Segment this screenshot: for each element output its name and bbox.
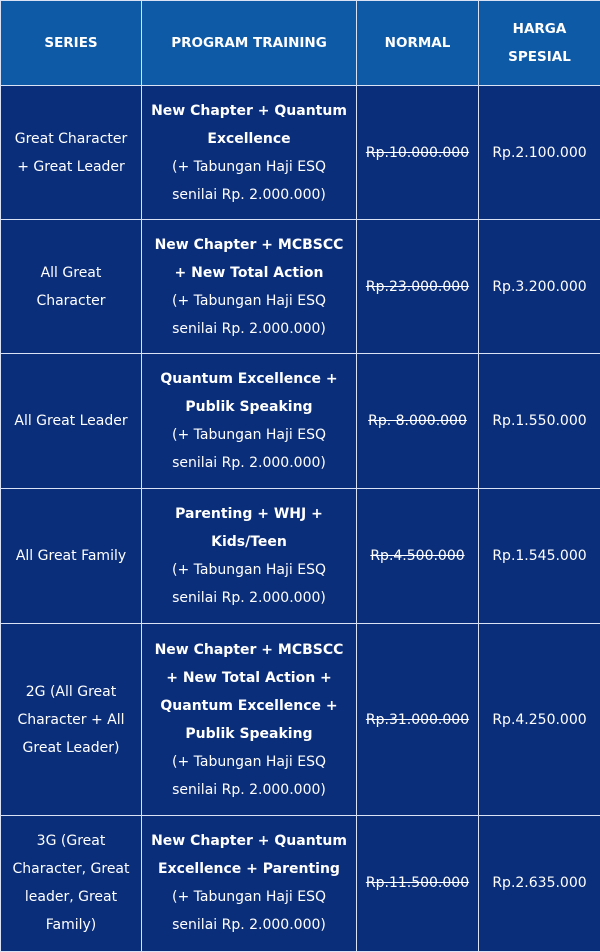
normal-price-cell: Rp.10.000.000: [357, 86, 479, 220]
program-note: (+ Tabungan Haji ESQ senilai Rp. 2.000.000): [172, 562, 326, 607]
program-cell: [142, 489, 357, 624]
table-row: [1, 220, 600, 354]
normal-price-cell: Rp.23.000.000: [357, 220, 479, 354]
program-cell: [142, 86, 357, 220]
header-series: SERIES: [1, 1, 142, 86]
normal-price-cell: Rp.31.000.000: [357, 624, 479, 816]
program-cell: [142, 354, 357, 489]
program-title: New Chapter + MCBSCC + New Total Action + Quantum Excellence + Publik Speaking: [154, 641, 344, 742]
special-price-cell: Rp.4.250.000: [479, 624, 600, 816]
series-cell: 2G (All Great Character + All Great Leader): [1, 624, 142, 816]
program-note: (+ Tabungan Haji ESQ senilai Rp. 2.000.000): [172, 427, 326, 472]
special-price-cell: Rp.2.100.000: [479, 86, 600, 220]
program-cell: [142, 815, 357, 951]
series-cell: All Great Character: [1, 220, 142, 354]
header-special-price: HARGA SPESIAL: [479, 1, 600, 86]
normal-price-cell: Rp. 8.000.000: [357, 354, 479, 489]
program-title: New Chapter + MCBSCC + New Total Action: [154, 236, 344, 281]
program-note: (+ Tabungan Haji ESQ senilai Rp. 2.000.000): [172, 753, 326, 798]
table-row: [1, 86, 600, 220]
program-title: Parenting + WHJ + Kids/Teen: [175, 506, 323, 551]
header-row: [1, 1, 600, 86]
series-cell: Great Character + Great Leader: [1, 86, 142, 220]
normal-price-cell: Rp.4.500.000: [357, 489, 479, 624]
normal-price-cell: Rp.11.500.000: [357, 815, 479, 951]
special-price-cell: Rp.2.635.000: [479, 815, 600, 951]
program-title: New Chapter + Quantum Excellence: [151, 102, 347, 147]
special-price-cell: Rp.1.550.000: [479, 354, 600, 489]
table-row: [1, 815, 600, 951]
series-cell: All Great Family: [1, 489, 142, 624]
program-title: New Chapter + Quantum Excellence + Parenting: [151, 833, 347, 878]
header-normal-price: NORMAL: [357, 1, 479, 86]
table-row: [1, 489, 600, 624]
table-row: [1, 354, 600, 489]
series-cell: 3G (Great Character, Great leader, Great Family): [1, 815, 142, 951]
program-note: (+ Tabungan Haji ESQ senilai Rp. 2.000.000): [172, 158, 326, 203]
special-price-cell: Rp.3.200.000: [479, 220, 600, 354]
table-row: [1, 624, 600, 816]
program-cell: [142, 624, 357, 816]
special-price-cell: Rp.1.545.000: [479, 489, 600, 624]
header-program-training: PROGRAM TRAINING: [142, 1, 357, 86]
program-note: (+ Tabungan Haji ESQ senilai Rp. 2.000.000): [172, 292, 326, 337]
series-cell: All Great Leader: [1, 354, 142, 489]
program-note: (+ Tabungan Haji ESQ senilai Rp. 2.000.000): [172, 889, 326, 934]
program-cell: [142, 220, 357, 354]
program-title: Quantum Excellence + Publik Speaking: [160, 371, 338, 416]
